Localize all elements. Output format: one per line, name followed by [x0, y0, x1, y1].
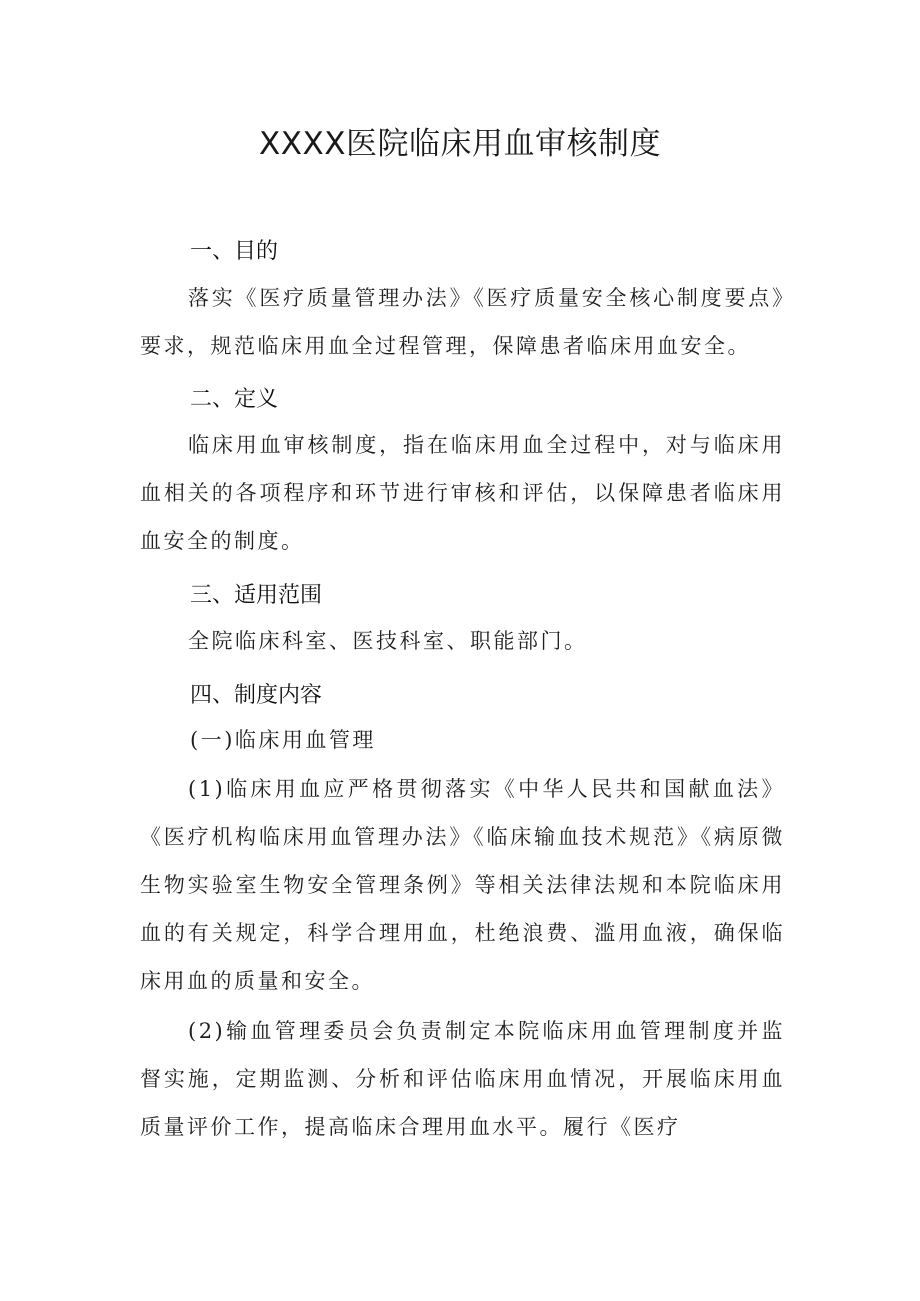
section-heading-content: 四、制度内容: [190, 683, 323, 708]
section-heading-scope: 三、适用范围: [190, 583, 323, 608]
paragraph-item-1: (1)临床用血应严格贯彻落实《中华人民共和国献血法》《医疗机构临床用血管理办法》《临床输血技术规范》《病原微生物实验室生物安全管理条例》等相关法律法规和本院临床用血的有关规定，科学合理用血，杜绝浪费、滥用血液，确保临床用血的质量和安全。: [140, 777, 785, 993]
subheading-blood-management: (一)临床用血管理: [190, 728, 376, 752]
paragraph-scope: 全院临床科室、医技科室、职能部门。: [188, 629, 588, 653]
paragraph-item-2: (2)输血管理委员会负责制定本院临床用血管理制度并监督实施，定期监测、分析和评估临床用血情况，开展临床用血质量评价工作，提高临床合理用血水平。履行《医疗: [140, 1019, 785, 1139]
section-heading-definition: 二、定义: [190, 387, 279, 412]
paragraph-purpose: 落实《医疗质量管理办法》《医疗质量安全核心制度要点》要求，规范临床用血全过程管理，保障患者临床用血安全。: [140, 286, 785, 358]
paragraph-definition: 临床用血审核制度，指在临床用血全过程中，对与临床用血相关的各项程序和环节进行审核和评估，以保障患者临床用血安全的制度。: [140, 433, 785, 553]
page-title: XXXX医院临床用血审核制度: [259, 126, 661, 162]
section-heading-purpose: 一、目的: [190, 239, 279, 264]
